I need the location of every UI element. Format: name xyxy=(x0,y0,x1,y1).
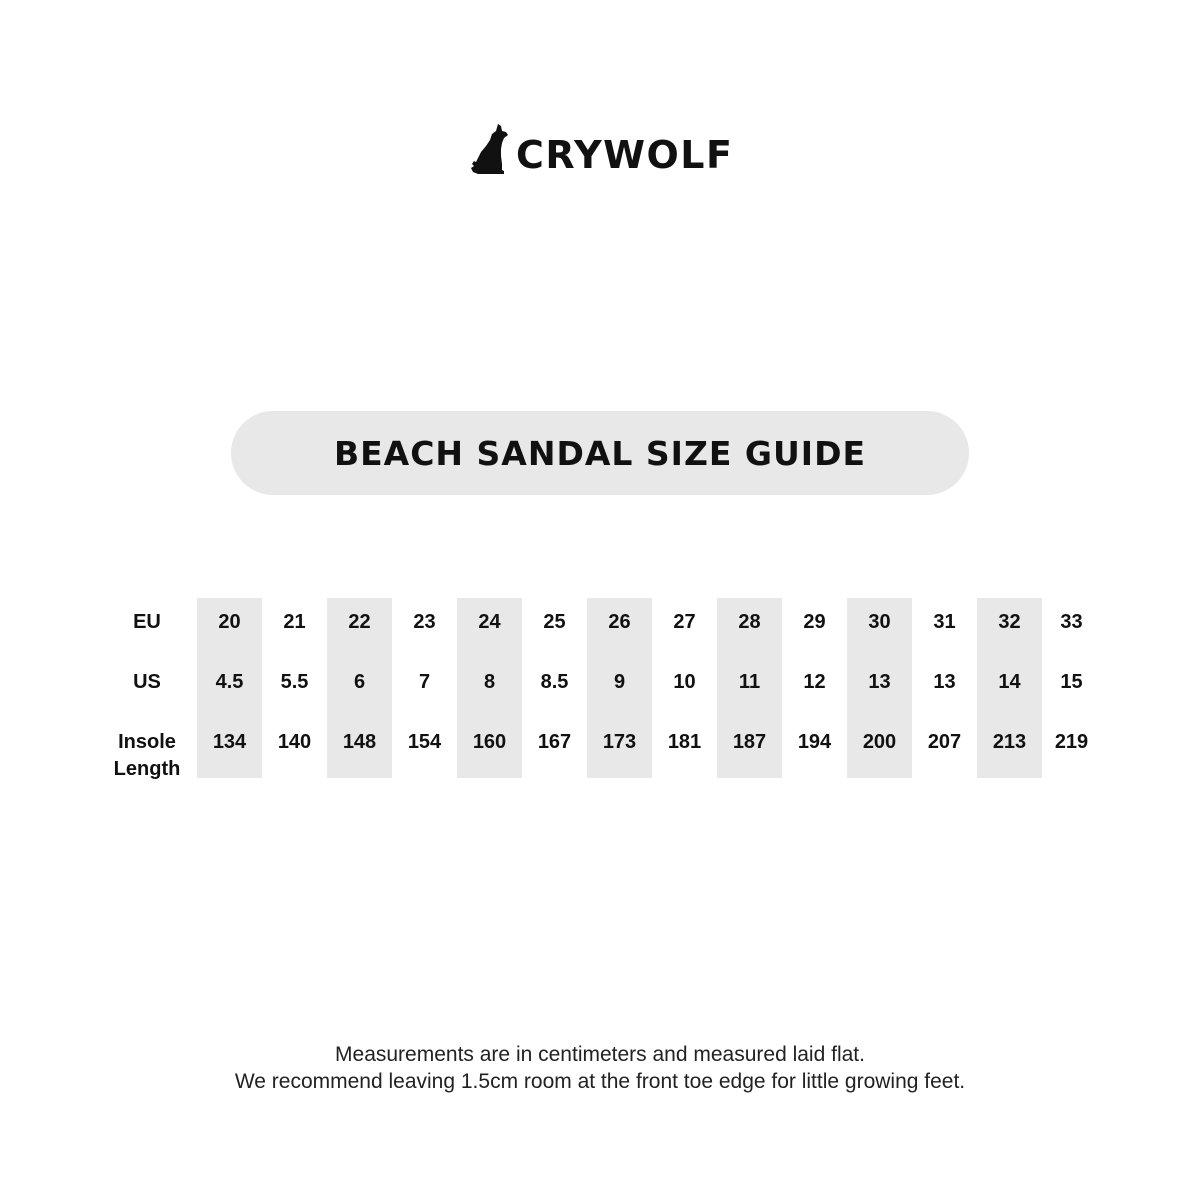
note-measurements: Measurements are in centimeters and measured laid flat. xyxy=(335,1043,865,1066)
note-recommendation: We recommend leaving 1.5cm room at the front toe edge for little growing feet. xyxy=(234,1070,966,1093)
insole-length-cell: 134 xyxy=(212,731,247,753)
us-size-cell: 12 xyxy=(803,671,826,693)
us-size-cell: 11 xyxy=(738,671,761,693)
eu-size-cell: 33 xyxy=(1060,611,1083,633)
us-size-cell: 5.5 xyxy=(280,671,309,693)
brand-name: CRYWOLF xyxy=(516,133,734,177)
insole-length-cell: 154 xyxy=(407,731,442,753)
row-label-eu: EU xyxy=(133,611,161,633)
eu-size-cell: 27 xyxy=(673,611,696,633)
insole-length-cell: 167 xyxy=(537,731,572,753)
insole-length-cell: 181 xyxy=(667,731,702,753)
row-label-us: US xyxy=(133,671,161,693)
us-size-cell: 7 xyxy=(418,671,431,693)
us-size-cell: 6 xyxy=(353,671,366,693)
us-size-cell: 13 xyxy=(868,671,891,693)
insole-length-cell: 187 xyxy=(732,731,767,753)
eu-size-cell: 30 xyxy=(868,611,891,633)
insole-length-cell: 194 xyxy=(797,731,832,753)
insole-length-cell: 148 xyxy=(342,731,377,753)
eu-size-cell: 23 xyxy=(413,611,436,633)
eu-size-cell: 25 xyxy=(543,611,566,633)
eu-size-cell: 28 xyxy=(738,611,761,633)
insole-length-cell: 160 xyxy=(472,731,507,753)
eu-size-cell: 31 xyxy=(933,611,956,633)
insole-length-cell: 207 xyxy=(927,731,962,753)
eu-size-cell: 20 xyxy=(218,611,241,633)
eu-size-cell: 26 xyxy=(608,611,631,633)
us-size-cell: 8 xyxy=(483,671,496,693)
insole-length-cell: 200 xyxy=(862,731,897,753)
us-size-cell: 15 xyxy=(1060,671,1083,693)
us-size-cell: 14 xyxy=(998,671,1021,693)
eu-size-cell: 29 xyxy=(803,611,826,633)
eu-size-cell: 21 xyxy=(283,611,306,633)
row-label-insole-length xyxy=(87,729,207,783)
insole-length-cell: 173 xyxy=(602,731,637,753)
eu-size-cell: 24 xyxy=(478,611,501,633)
us-size-cell: 4.5 xyxy=(215,671,244,693)
eu-size-cell: 32 xyxy=(998,611,1021,633)
row-label-insole-line1: Insole xyxy=(118,731,176,753)
insole-length-cell: 219 xyxy=(1054,731,1089,753)
row-label-insole-line2: Length xyxy=(113,758,181,780)
us-size-cell: 9 xyxy=(613,671,626,693)
insole-length-cell: 140 xyxy=(277,731,312,753)
us-size-cell: 8.5 xyxy=(540,671,569,693)
us-size-cell: 13 xyxy=(933,671,956,693)
page-title: BEACH SANDAL SIZE GUIDE xyxy=(333,433,867,473)
eu-size-cell: 22 xyxy=(348,611,371,633)
insole-length-cell: 213 xyxy=(992,731,1027,753)
us-size-cell: 10 xyxy=(673,671,696,693)
